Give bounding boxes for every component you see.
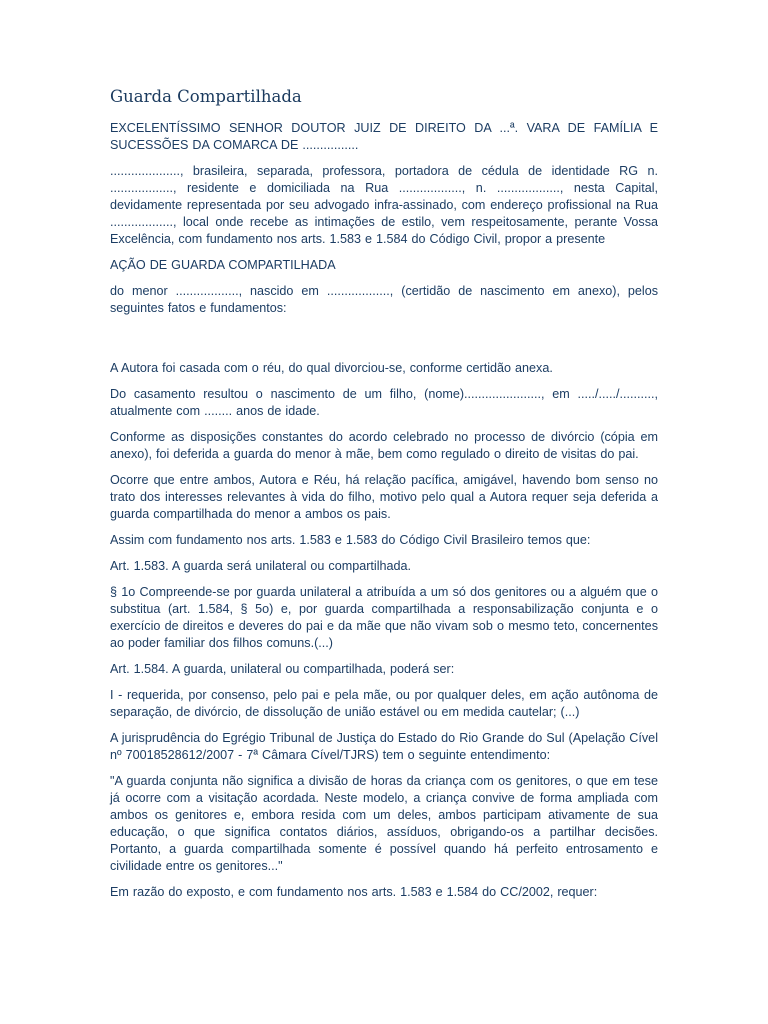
jurisprudence-quote: "A guarda conjunta não significa a divisão de horas da criança com os genitores, o que em tese já ocorre com a visitação acordada. Neste modelo, a criança convive de forma ampliada com ambos os genitores e, embora resida com um deles, ambos participam ativamente de sua educação, o que significa contatos diários, assíduos, obrigando-os a partilhar decisões. Portanto, a guarda compartilhada somente é possível quando há perfeito entrosamento e civilidade entre os genitores..." xyxy=(110,774,658,873)
article-1584: Art. 1.584. A guarda, unilateral ou compartilhada, poderá ser: xyxy=(110,662,455,676)
article-1583: Art. 1.583. A guarda será unilateral ou compartilhada. xyxy=(110,559,412,573)
article-1584-item-1: I - requerida, por consenso, pelo pai e pela mãe, ou por qualquer deles, em ação autônoma de separação, de divórcio, de dissolução de união estável ou em medida cautelar; (...) xyxy=(110,688,658,719)
jurisprudence-intro: A jurisprudência do Egrégio Tribunal de Justiça do Estado do Rio Grande do Sul (Apelação Cível nº 70018528612/2007 - 7ª Câmara Cível/TJRS) tem o seguinte entendimento: xyxy=(110,731,658,762)
action-heading: AÇÃO DE GUARDA COMPARTILHADA xyxy=(110,258,336,272)
facts-paragraph-4: Ocorre que entre ambos, Autora e Réu, há relação pacífica, amigável, havendo bom senso no trato dos interesses relevantes à vida do filho, motivo pelo qual a Autora requer seja deferida a guarda compartilhada do menor a ambos os pais. xyxy=(110,473,658,521)
facts-paragraph-3: Conforme as disposições constantes do acordo celebrado no processo de divórcio (cópia em anexo), foi deferida a guarda do menor à mãe, bem como regulado o direito de visitas do pai. xyxy=(110,430,658,461)
addressee-paragraph: EXCELENTÍSSIMO SENHOR DOUTOR JUIZ DE DIREITO DA ...ª. VARA DE FAMÍLIA E SUCESSÕES DA COMARCA DE ................ xyxy=(110,121,658,152)
minor-paragraph: do menor .................., nascido em .................., (certidão de nascimento em anexo), pelos seguintes fatos e fundamentos: xyxy=(110,284,658,315)
document-title: Guarda Compartilhada xyxy=(110,87,302,106)
request-paragraph: Em razão do exposto, e com fundamento nos arts. 1.583 e 1.584 do CC/2002, requer: xyxy=(110,885,598,899)
article-1583-paragraph-1: § 1o Compreende-se por guarda unilateral a atribuída a um só dos genitores ou a alguém que o substitua (art. 1.584, § 5o) e, por guarda compartilhada a responsabilização conjunta e o exercício de direitos e deveres do pai e da mãe que não vivam sob o mesmo teto, concernentes ao poder familiar dos filhos comuns.(...) xyxy=(110,585,658,650)
legal-basis-paragraph: Assim com fundamento nos arts. 1.583 e 1.583 do Código Civil Brasileiro temos que: xyxy=(110,533,591,547)
facts-paragraph-2: Do casamento resultou o nascimento de um filho, (nome)......................, em ...../...../.........., atualmente com ........ anos de idade. xyxy=(110,387,658,418)
facts-paragraph-1: A Autora foi casada com o réu, do qual divorciou-se, conforme certidão anexa. xyxy=(110,361,553,375)
qualification-paragraph: ...................., brasileira, separada, professora, portadora de cédula de identidade RG n. .................., residente e domiciliada na Rua .................., n. .................., nesta Capital, devidamente representada por seu advogado infra-assinado, com endereço profissional na Rua .................., local onde recebe as intimações de estilo, vem respeitosamente, perante Vossa Excelência, com fundamento nos arts. 1.583 e 1.584 do Código Civil, propor a presente xyxy=(110,164,658,246)
document-page xyxy=(110,82,658,910)
